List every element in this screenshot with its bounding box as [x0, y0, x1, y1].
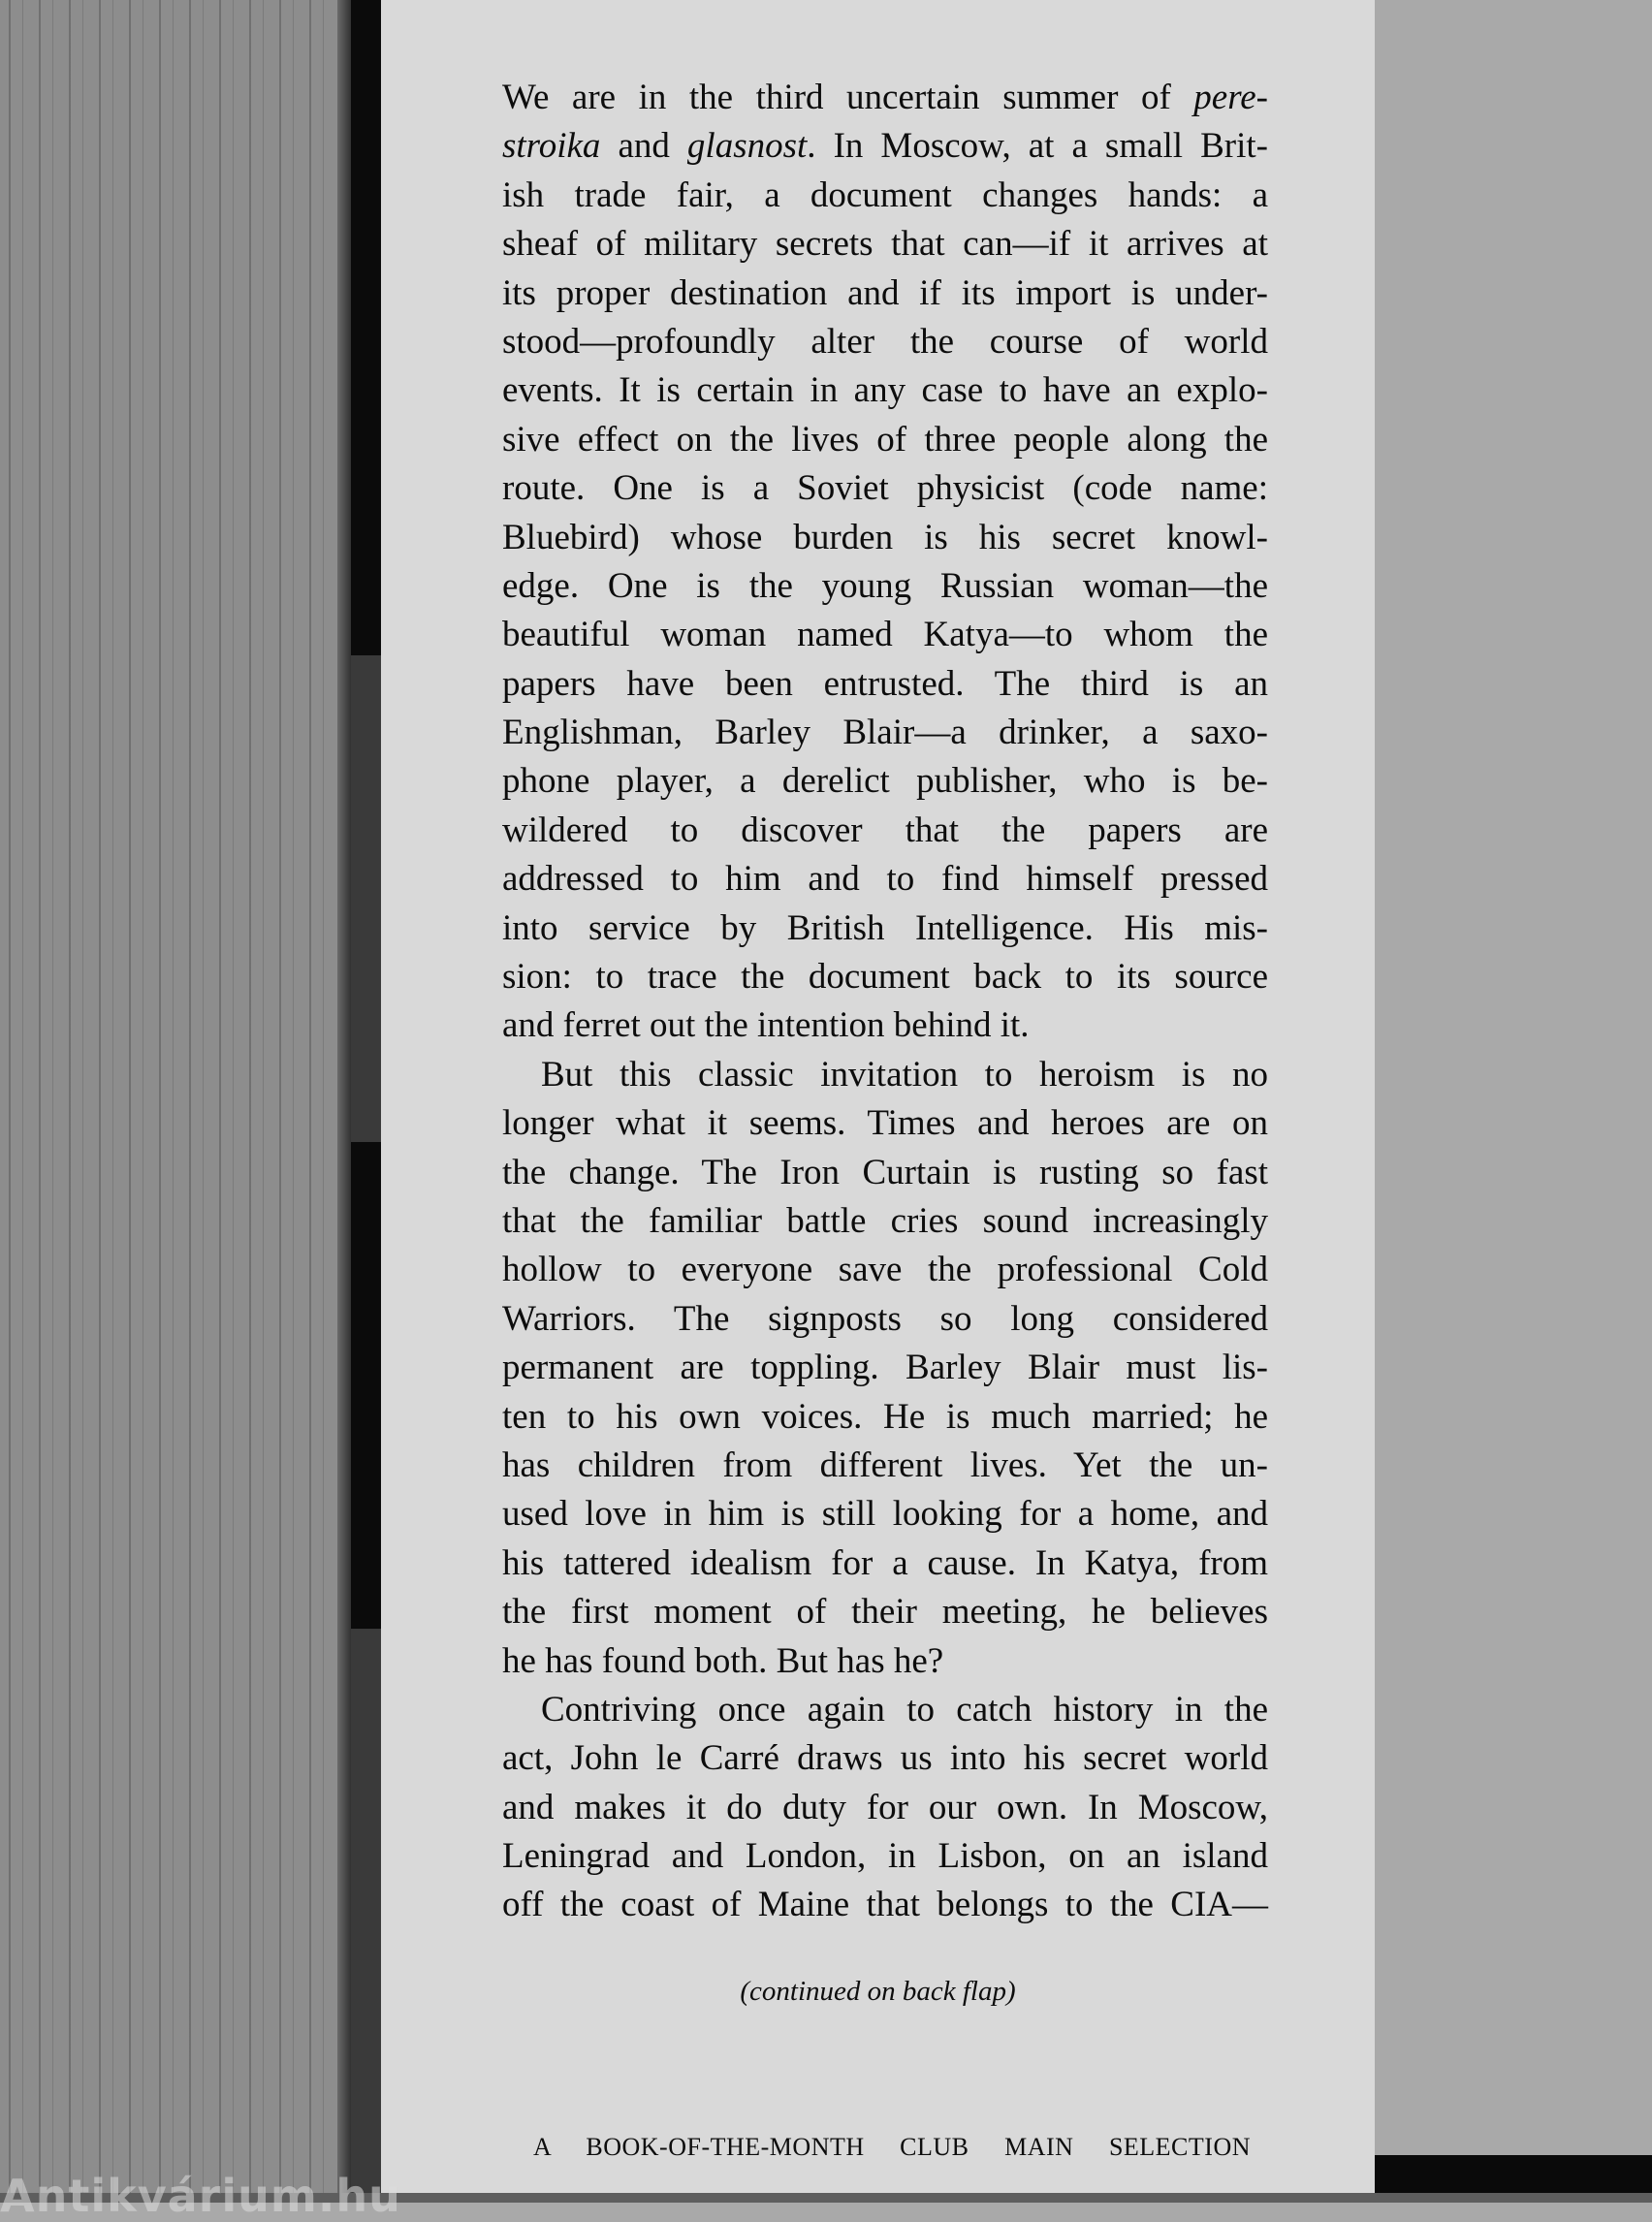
text-line: Contriving once again to catch history in the	[541, 1689, 1268, 1730]
text-line: hollow to everyone save the professional Cold	[502, 1250, 1268, 1290]
text-line: and makes it do duty for our own. In Moscow,	[502, 1787, 1268, 1827]
text-line: addressed to him and to find himself pressed	[502, 859, 1268, 900]
text-line: into service by British Intelligence. His mis-	[502, 907, 1268, 948]
text-line: stroika and glasnost. In Moscow, at a small Brit-	[502, 126, 1268, 167]
spine-band-grey-2	[351, 1629, 382, 2193]
text-line: wildered to discover that the papers are	[502, 809, 1268, 850]
continued-note: (continued on back flap)	[740, 1976, 1016, 2007]
text-line: its proper destination and if its import is under-	[502, 272, 1268, 313]
text-line: Bluebird) whose burden is his secret knowl-	[502, 517, 1268, 557]
text-line: beautiful woman named Katya—to whom the	[502, 615, 1268, 655]
text-line: We are in the third uncertain summer of pere-	[502, 78, 1268, 117]
text-line: his tattered idealism for a cause. In Katya, from	[502, 1542, 1268, 1583]
text-line: ten to his own voices. He is much married; he	[502, 1396, 1268, 1437]
text-line: Warriors. The signposts so long considered	[502, 1298, 1268, 1339]
club-selection-label: A BOOK-OF-THE-MONTH CLUB MAIN SELECTION	[533, 2133, 1251, 2161]
text-line: stood—profoundly alter the course of world	[502, 321, 1268, 362]
text-line: off the coast of Maine that belongs to the CIA—	[502, 1885, 1268, 1925]
text-line: the first moment of their meeting, he believes	[502, 1592, 1268, 1633]
background-right	[1375, 0, 1652, 2203]
spine-band-black-top	[351, 0, 382, 655]
cover-cloth-texture	[0, 0, 341, 2203]
text-line: the change. The Iron Curtain is rusting so fast	[502, 1152, 1268, 1192]
text-line: ish trade fair, a document changes hands: a	[502, 175, 1268, 215]
text-line: edge. One is the young Russian woman—the	[502, 565, 1268, 606]
text-line: papers have been entrusted. The third is an	[502, 663, 1268, 704]
text-line: sheaf of military secrets that can—if it arrives at	[502, 224, 1268, 265]
text-line: longer what it seems. Times and heroes are on	[502, 1103, 1268, 1144]
spine-band-grey-1	[351, 655, 382, 1142]
text-line: permanent are toppling. Barley Blair must lis-	[502, 1348, 1268, 1388]
text-line: and ferret out the intention behind it.	[502, 1005, 1030, 1046]
text-line: has children from different lives. Yet the un-	[502, 1444, 1268, 1485]
text-line: events. It is certain in any case to have an explo-	[502, 370, 1268, 411]
text-line: Leningrad and London, in Lisbon, on an island	[502, 1836, 1268, 1877]
spine-band-black-mid	[351, 1142, 382, 1629]
text-line: he has found both. But has he?	[502, 1640, 944, 1681]
text-line: Englishman, Barley Blair—a drinker, a saxo-	[502, 713, 1268, 753]
text-line: used love in him is still looking for a home, and	[502, 1494, 1268, 1535]
text-line: act, John le Carré draws us into his secret world	[502, 1738, 1268, 1779]
book-board-edge	[1375, 2155, 1652, 2194]
text-line: route. One is a Soviet physicist (code name:	[502, 468, 1268, 509]
text-line: that the familiar battle cries sound increasingly	[502, 1200, 1268, 1241]
watermark: Antikvárium.hu	[0, 2170, 401, 2222]
text-line: phone player, a derelict publisher, who is be-	[502, 761, 1268, 802]
flap-body-text	[502, 74, 1268, 1930]
text-line: sive effect on the lives of three people along the	[502, 419, 1268, 460]
text-line: But this classic invitation to heroism is no	[541, 1054, 1268, 1095]
text-line: sion: to trace the document back to its source	[502, 957, 1268, 998]
